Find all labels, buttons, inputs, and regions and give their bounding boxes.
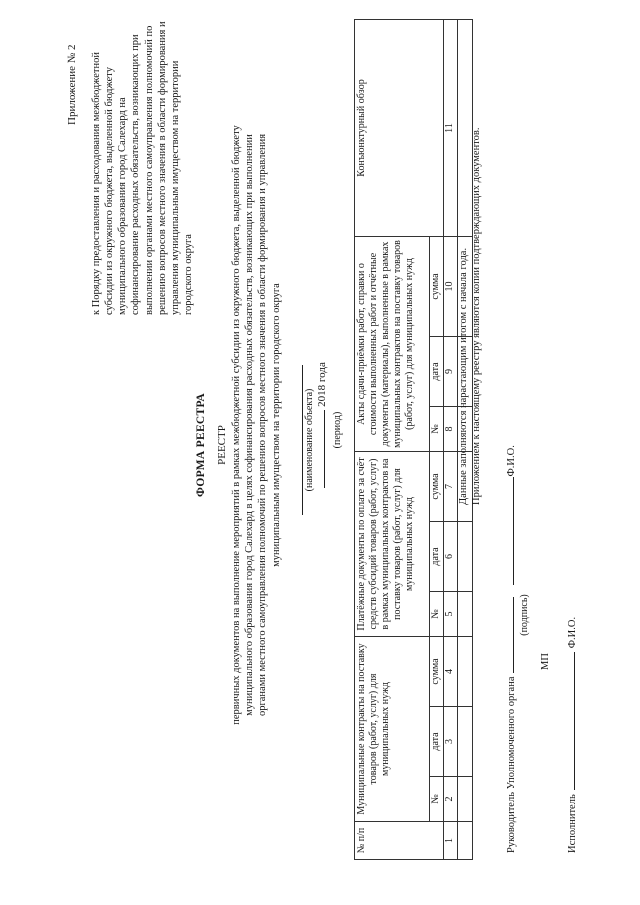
num-8: 8	[444, 406, 458, 451]
head-fio: Ф.И.О.	[506, 445, 517, 477]
executor-fio: Ф.И.О.	[567, 616, 578, 649]
header-payments: Платёжные документы по оплате за счёт средств субсидий товаров (работ, услуг) в рамках муниципальных контрактов на поставку товаров (работ, услуг) для муниципальных нужд	[355, 451, 430, 636]
header-num: № п/п	[355, 822, 444, 860]
object-label: (наименование объекта)	[304, 388, 315, 492]
period-label: (период)	[332, 411, 343, 449]
num-9: 9	[444, 336, 458, 406]
period-row	[316, 325, 329, 525]
sub-c5: №	[430, 591, 444, 636]
sub-c2: №	[430, 777, 444, 822]
sub-c6: дата	[430, 521, 444, 591]
period-year: 2018 года	[316, 362, 328, 407]
intro-text: первичных документов на выполнение мероприятий в рамках межбюджетной субсидии из окружного бюджета, выделенной бюджету муниципального образования город Салехард в целях софинансирования расходных обязательств, возникающих при выполнении органами местного самоуправления полномочий по решению вопросов местного значения в области формирования и управления муниципальным имуществом на территории городского округа	[231, 125, 282, 725]
sub-c3: дата	[430, 707, 444, 777]
fio-line	[513, 477, 514, 585]
data-cell-1	[458, 822, 473, 860]
header-acts: Акты сдачи-приёмки работ, справки о стоимости выполненных работ и отчётные документы (материалы), выполненные в рамках муниципальных контрактов на поставку товаров (работ, услуг) для муниципальных нужд	[355, 236, 430, 451]
sub-c10: сумма	[430, 236, 444, 336]
sub-c9: дата	[430, 336, 444, 406]
register-table	[354, 19, 473, 860]
sign-label: (подпись)	[519, 594, 530, 636]
column-number-row	[444, 19, 458, 859]
stamp-label: МП	[540, 653, 551, 670]
data-cell-3	[458, 707, 473, 777]
sub-c7: сумма	[430, 451, 444, 521]
num-2: 2	[444, 777, 458, 822]
note-attachments: Приложением к настоящему реестру являются копии подтверждающих документов.	[471, 127, 482, 505]
header-row	[355, 19, 430, 859]
executor-label: Исполнитель	[567, 794, 578, 853]
sub-c4: сумма	[430, 636, 444, 706]
num-11: 11	[444, 19, 458, 236]
appendix-text: к Порядку предоставления и расходования межбюджетной субсидии из окружного бюджета, выделенной бюджету муниципального образования город Салехард на софинансирование расходных обязательств, возникающих при выполнении органами местного самоуправления полномочий по решению вопросов местного значения в области формирования и управления муниципальным имуществом на территории городского округа	[91, 21, 194, 315]
num-1: 1	[444, 822, 458, 860]
period-blank	[324, 410, 325, 488]
sub-c8: №	[430, 406, 444, 451]
appendix-title: Приложение № 2	[66, 44, 78, 125]
form-title: ФОРМА РЕЕСТРА	[195, 393, 207, 497]
note-cumulative: Данные заполняются нарастающим итогом с начала года.	[458, 247, 469, 505]
executor-row	[567, 453, 580, 853]
num-5: 5	[444, 591, 458, 636]
header-review: Конъюнктурный обзор	[355, 19, 444, 236]
executor-line	[574, 652, 575, 790]
reestr-label: РЕЕСТР	[216, 425, 228, 465]
num-6: 6	[444, 521, 458, 591]
data-cell-6	[458, 521, 473, 591]
num-7: 7	[444, 451, 458, 521]
header-contracts: Муниципальные контракты на поставку товаров (работ, услуг) для муниципальных нужд	[355, 636, 430, 821]
data-cell-4	[458, 636, 473, 706]
num-3: 3	[444, 707, 458, 777]
object-line	[302, 365, 303, 515]
num-10: 10	[444, 236, 458, 336]
head-signature-row	[506, 293, 519, 853]
head-label: Руководитель Уполномоченного органа	[506, 676, 517, 853]
num-4: 4	[444, 636, 458, 706]
data-cell-5	[458, 591, 473, 636]
signature-line	[513, 597, 514, 673]
data-cell-2	[458, 777, 473, 822]
